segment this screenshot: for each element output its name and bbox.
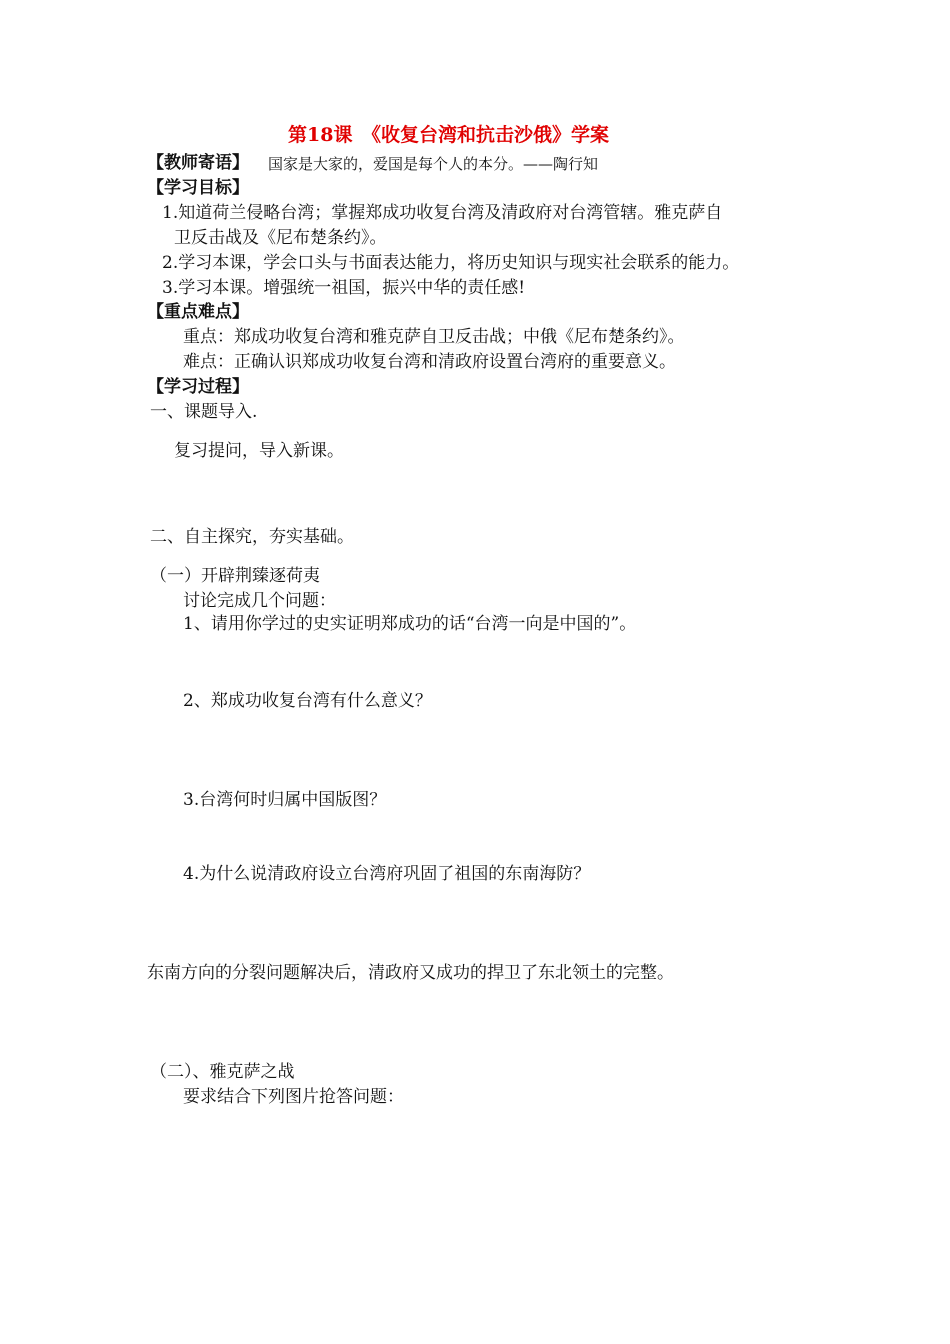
question-1: 1、请用你学过的史实证明郑成功的话“台湾一向是中国的”。 (183, 614, 637, 634)
transition-text: 东南方向的分裂问题解决后，清政府又成功的捍卫了东北领土的完整。 (147, 963, 674, 983)
key-points-label: 【重点难点】 (147, 302, 249, 322)
objective-1-line-1: 1.知道荷兰侵略台湾；掌握郑成功收复台湾及清政府对台湾管辖。雅克萨自 (162, 203, 723, 223)
question-4: 4.为什么说清政府设立台湾府巩固了祖国的东南海防？ (183, 864, 591, 884)
objectives-label: 【学习目标】 (147, 178, 249, 198)
section-1-heading: 一、课题导入. (150, 402, 258, 422)
teacher-words-label: 【教师寄语】 (147, 153, 249, 173)
part-1-heading: （一）开辟荆臻逐荷夷 (150, 566, 320, 586)
part-2-intro: 要求结合下列图片抢答问题： (183, 1087, 404, 1107)
question-3: 3.台湾何时归属中国版图？ (183, 790, 387, 810)
difficult-point: 难点：正确认识郑成功收复台湾和清政府设置台湾府的重要意义。 (183, 352, 676, 372)
part-1-intro: 讨论完成几个问题： (183, 591, 336, 611)
objective-2: 2.学习本课，学会口头与书面表达能力，将历史知识与现实社会联系的能力。 (162, 253, 740, 273)
objective-1-line-2: 卫反击战及《尼布楚条约》。 (174, 228, 387, 248)
question-2: 2、郑成功收复台湾有什么意义？ (183, 691, 432, 711)
key-point: 重点：郑成功收复台湾和雅克萨自卫反击战；中俄《尼布楚条约》。 (183, 327, 685, 347)
section-1-text: 复习提问，导入新课。 (174, 441, 344, 461)
section-2-heading: 二、自主探究，夯实基础。 (150, 527, 354, 547)
teacher-words-text: 国家是大家的，爱国是每个人的本分。——陶行知 (268, 155, 599, 173)
page-title: 第18课 《收复台湾和抗击沙俄》学案 (288, 124, 609, 146)
objective-3: 3.学习本课。增强统一祖国，振兴中华的责任感! (162, 278, 526, 298)
process-label: 【学习过程】 (147, 377, 249, 397)
part-2-heading: （二）、雅克萨之战 (150, 1062, 295, 1082)
